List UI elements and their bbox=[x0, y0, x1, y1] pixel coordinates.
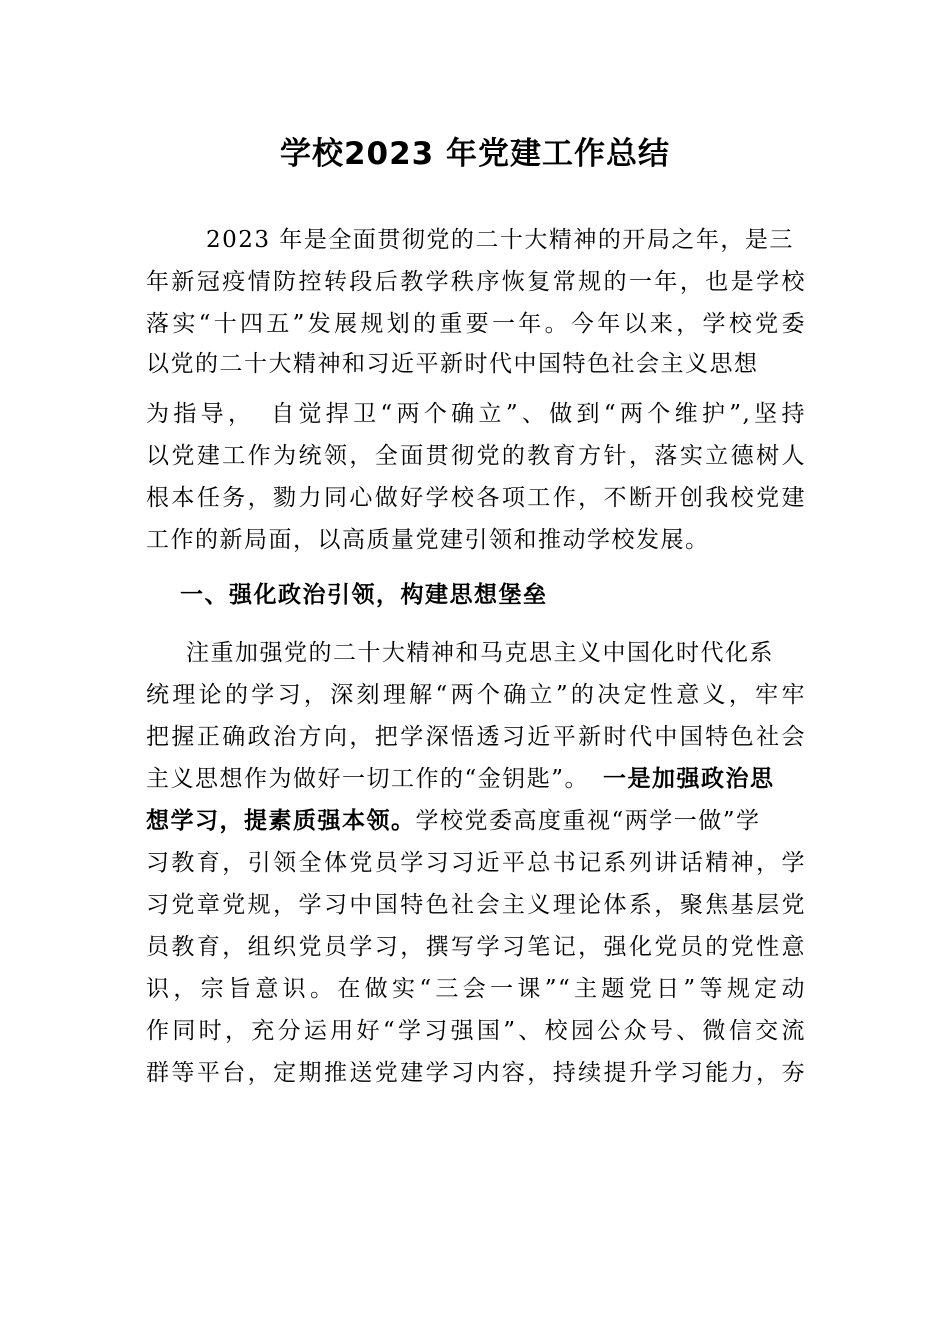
paragraph-2-line-8: 员教育，组织党员学习，撰写学习笔记，强化党员的党性意 bbox=[146, 934, 806, 960]
paragraph-2-line-5 bbox=[146, 800, 806, 842]
paragraph-1-line-8: 工作的新局面，以高质量党建引领和推动学校发展。 bbox=[146, 527, 710, 553]
paragraph-1-line-2: 年新冠疫情防控转段后教学秩序恢复常规的一年，也是学校 bbox=[146, 269, 806, 295]
paragraph-2-line-7: 习党章党规，学习中国特色社会主义理论体系，聚焦基层党 bbox=[146, 892, 806, 918]
paragraph-2-line-1: 注重加强党的二十大精神和马克思主义中国化时代化系 bbox=[186, 640, 774, 666]
paragraph-2-line-6: 习教育，引领全体党员学习习近平总书记系列讲话精神，学 bbox=[146, 850, 806, 876]
paragraph-1-line-3: 落实“十四五”发展规划的重要一年。今年以来，学校党委 bbox=[146, 311, 806, 337]
paragraph-2-line-2: 统理论的学习，深刻理解“两个确立”的决定性意义，牢牢 bbox=[146, 682, 806, 708]
paragraph-2-line-11: 群等平台，定期推送党建学习内容，持续提升学习能力，夯 bbox=[146, 1060, 806, 1086]
document-title: 学校2023 年党建工作总结 bbox=[279, 136, 671, 172]
paragraph-2-line-3: 把握正确政治方向，把学深悟透习近平新时代中国特色社会 bbox=[146, 724, 806, 750]
paragraph-2-line-4 bbox=[146, 758, 806, 800]
paragraph-1-line-1: 2023 年是全面贯彻党的二十大精神的开局之年，是三 bbox=[206, 227, 794, 253]
paragraph-2-line-10: 作同时，充分运用好“学习强国”、校园公众号、微信交流 bbox=[146, 1018, 806, 1044]
paragraph-2-line-4-text: 主义思想作为做好一切工作的“金钥匙”。 bbox=[146, 766, 590, 792]
section-1-heading: 一、强化政治引领，构建思想堡垒 bbox=[180, 582, 548, 608]
paragraph-2-line-5-text: 学校党委高度重视“两学一做”学 bbox=[415, 808, 761, 834]
emphasis-text: 一是加强政治思 bbox=[603, 766, 775, 792]
paragraph-1-line-7: 根本任务，勠力同心做好学校各项工作，不断开创我校党建 bbox=[146, 485, 806, 511]
paragraph-1-line-5: 为指导， 自觉捍卫“两个确立”、做到“两个维护”,坚持 bbox=[146, 401, 806, 427]
paragraph-1-line-6: 以党建工作为统领，全面贯彻党的教育方针，落实立德树人 bbox=[146, 443, 806, 469]
paragraph-1-line-4: 以党的二十大精神和习近平新时代中国特色社会主义思想 bbox=[146, 351, 759, 377]
paragraph-2-line-9: 识，宗旨意识。在做实“三会一课”“主题党日”等规定动 bbox=[146, 976, 806, 1002]
emphasis-text: 想学习，提素质强本领。 bbox=[146, 808, 416, 834]
